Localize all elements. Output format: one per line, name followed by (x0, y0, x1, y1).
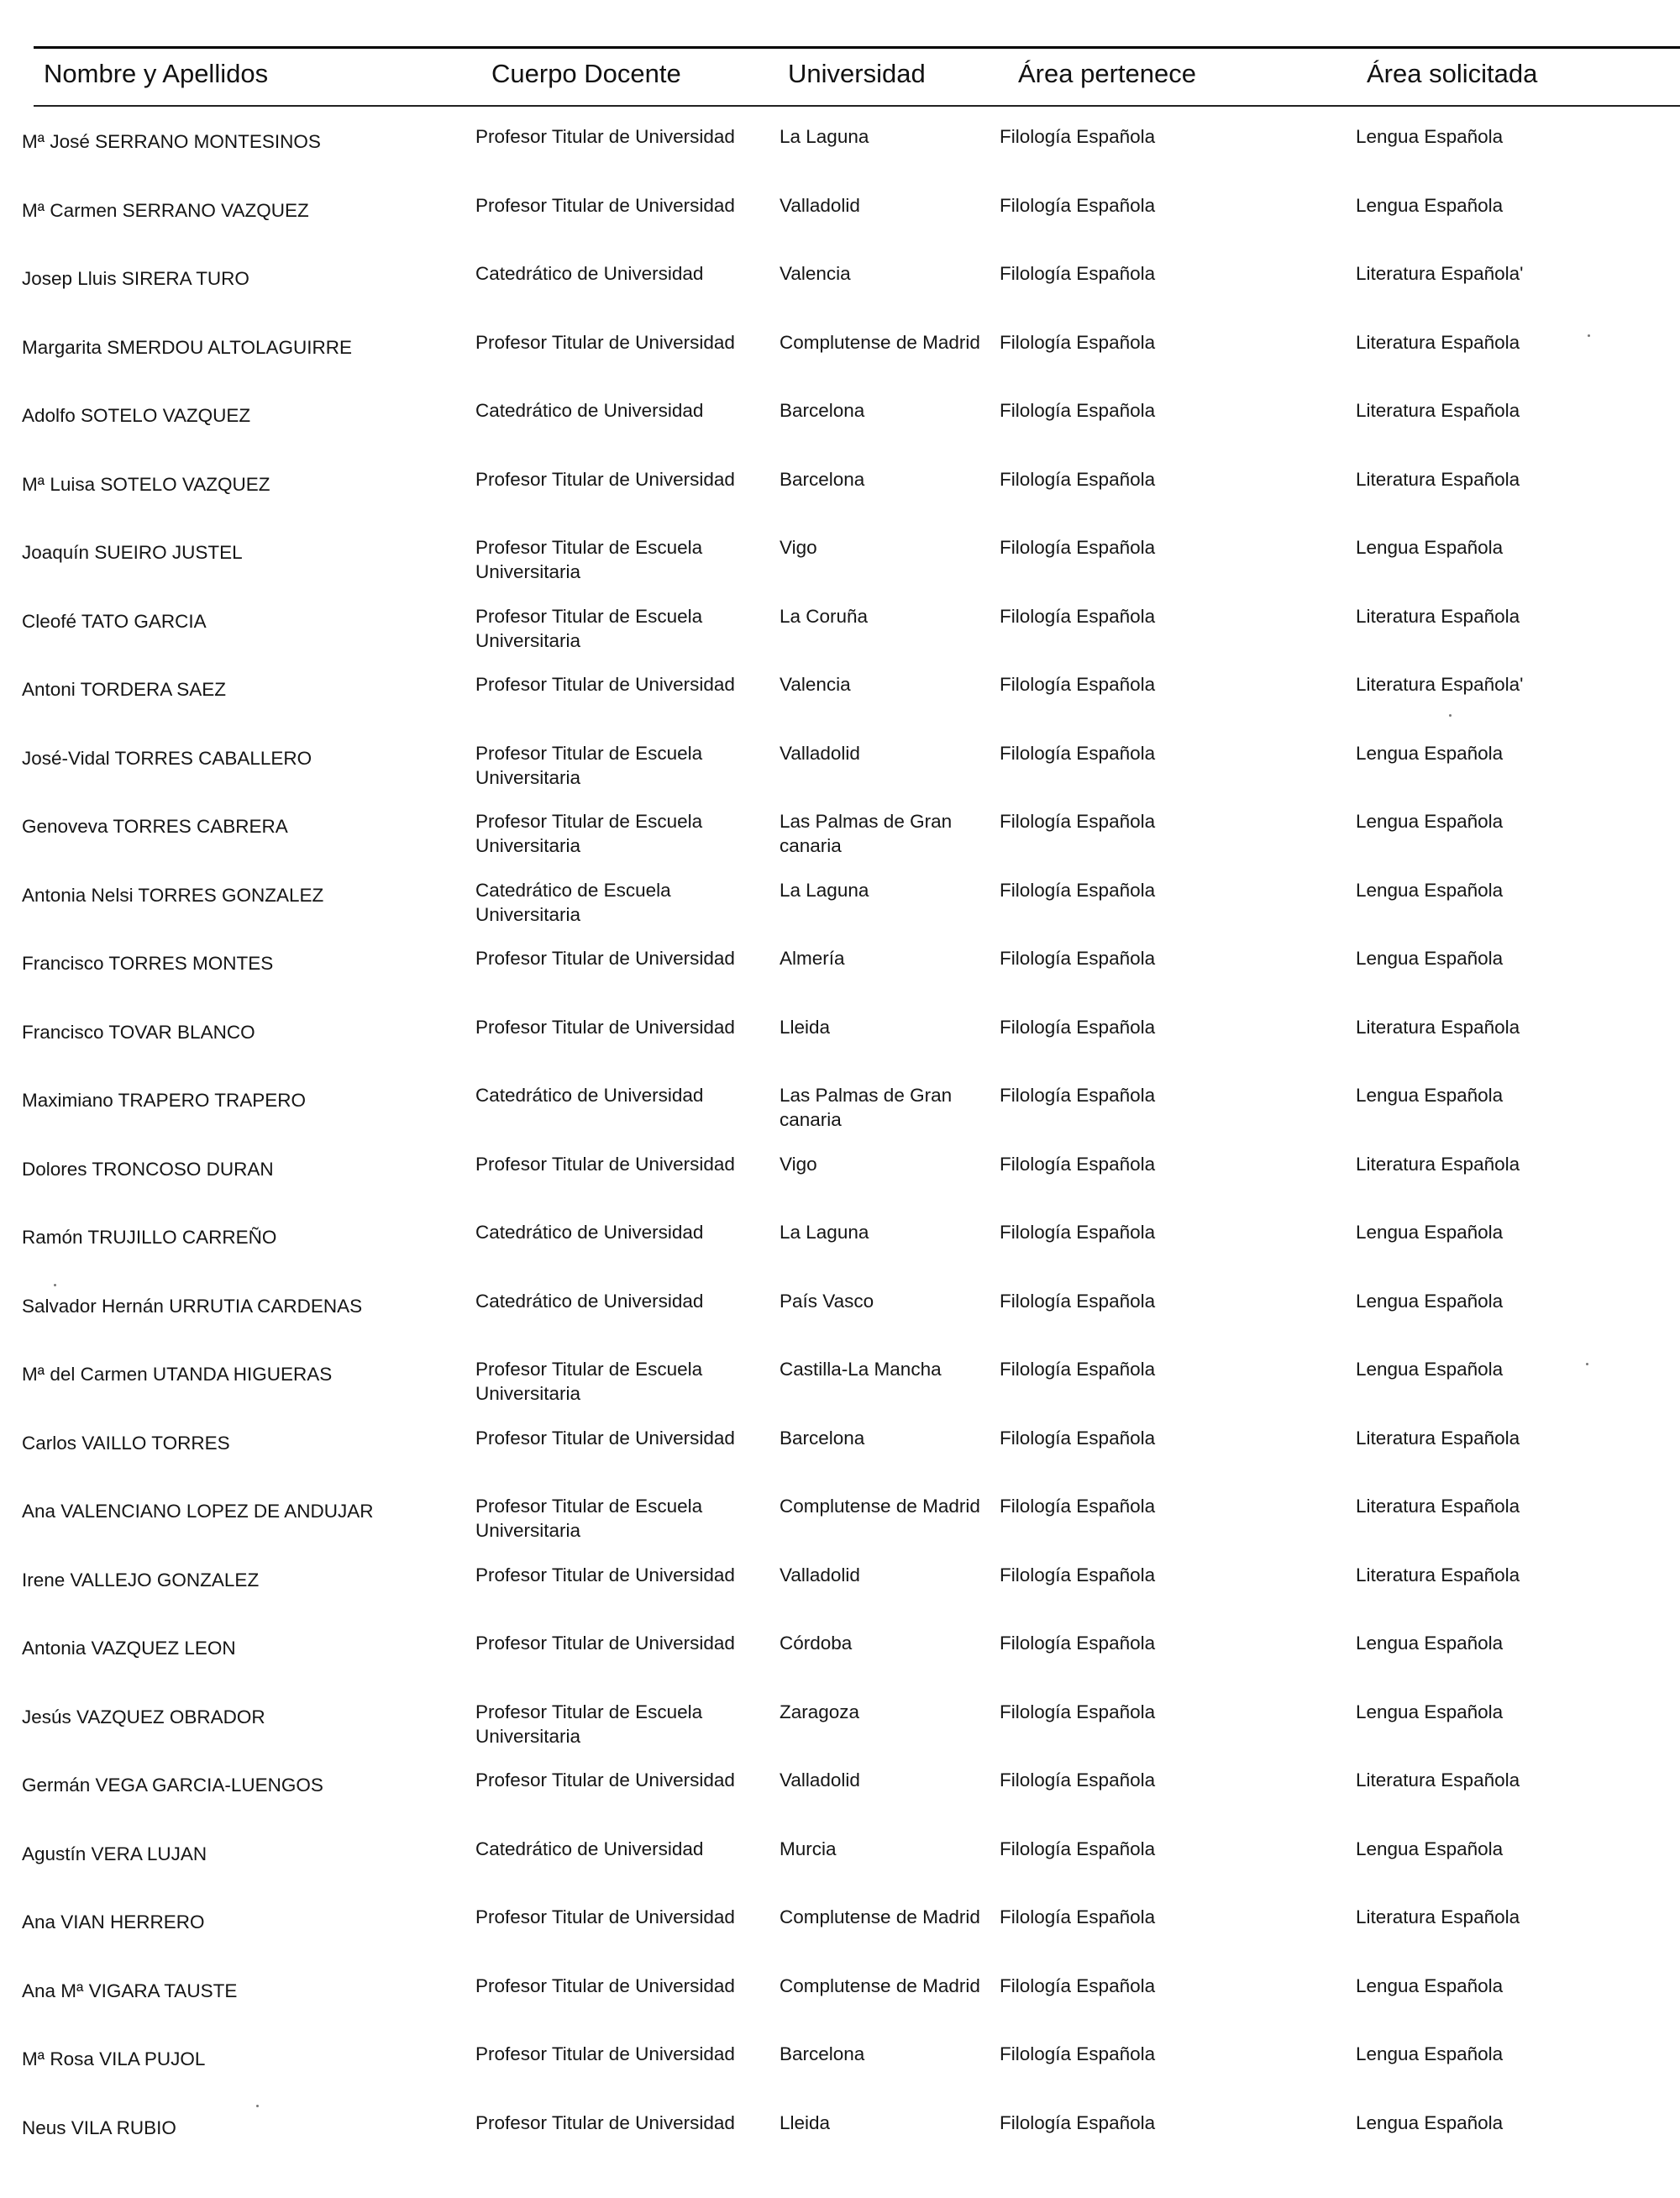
header-name: Nombre y Apellidos (44, 59, 269, 88)
table-row (0, 118, 1680, 187)
cell-body: Catedrático de Universidad (475, 1290, 704, 1312)
cell-university: Zaragoza (780, 1701, 860, 1722)
cell-area-current: Filología Española (1000, 1427, 1156, 1449)
cell-body: Profesor Titular de Universidad (475, 1016, 735, 1038)
cell-area-current: Filología Española (1000, 1564, 1156, 1585)
cell-area-current: Filología Española (1000, 605, 1156, 627)
cell-body: Profesor Titular de Escuela Universitaria (475, 1359, 703, 1404)
cell-body: Profesor Titular de Universidad (475, 1975, 735, 1996)
table-row (0, 1213, 1680, 1282)
cell-university: Murcia (780, 1838, 837, 1859)
cell-body: Profesor Titular de Universidad (475, 674, 735, 695)
cell-body: Profesor Titular de Universidad (475, 1153, 735, 1175)
cell-body: Profesor Titular de Escuela Universitaria (475, 1496, 703, 1541)
table-row (0, 734, 1680, 803)
header-university: Universidad (788, 59, 926, 88)
table-row (0, 460, 1680, 529)
cell-area-requested: Lengua Española (1356, 879, 1504, 901)
cell-area-current: Filología Española (1000, 879, 1156, 901)
cell-area-current: Filología Española (1000, 674, 1156, 695)
cell-area-requested: Literatura Española (1356, 1564, 1520, 1585)
cell-area-requested: Literatura Española (1356, 1496, 1520, 1517)
cell-name: Ana VIAN HERRERO (22, 1911, 205, 1932)
cell-area-requested: Literatura Española' (1356, 263, 1524, 284)
cell-body: Profesor Titular de Escuela Universitaria (475, 742, 703, 788)
cell-university: Las Palmas de Gran canaria (780, 811, 953, 856)
table-row (0, 1008, 1680, 1077)
cell-body: Catedrático de Universidad (475, 1085, 704, 1106)
cell-area-requested: Lengua Española (1356, 1975, 1504, 1996)
cell-body: Catedrático de Universidad (475, 1222, 704, 1243)
cell-area-current: Filología Española (1000, 1701, 1156, 1722)
cell-name: Agustín VERA LUJAN (22, 1843, 207, 1864)
cell-name: Jesús VAZQUEZ OBRADOR (22, 1706, 265, 1727)
scan-speck (1449, 714, 1452, 717)
cell-body: Catedrático de Universidad (475, 1838, 704, 1859)
table-body (0, 118, 1680, 2172)
cell-area-current: Filología Española (1000, 1290, 1156, 1312)
cell-area-current: Filología Española (1000, 537, 1156, 558)
cell-name: José-Vidal TORRES CABALLERO (22, 747, 312, 769)
cell-area-current: Filología Española (1000, 1633, 1156, 1654)
cell-area-requested: Lengua Española (1356, 1633, 1504, 1654)
cell-body: Profesor Titular de Universidad (475, 1633, 735, 1654)
cell-body: Profesor Titular de Universidad (475, 2111, 735, 2133)
cell-university: Valladolid (780, 742, 860, 764)
table-row (0, 187, 1680, 255)
cell-university: Vigo (780, 537, 817, 558)
cell-area-current: Filología Española (1000, 1975, 1156, 1996)
cell-area-requested: Lengua Española (1356, 1290, 1504, 1312)
table-row (0, 1830, 1680, 1899)
cell-area-requested: Literatura Española (1356, 331, 1520, 353)
cell-name: Antonia VAZQUEZ LEON (22, 1638, 236, 1659)
cell-university: Almería (780, 948, 845, 969)
cell-area-requested: Lengua Española (1356, 1838, 1504, 1859)
scan-speck (256, 2105, 259, 2107)
cell-area-current: Filología Española (1000, 126, 1156, 147)
cell-body: Catedrático de Universidad (475, 400, 704, 421)
cell-area-current: Filología Española (1000, 1838, 1156, 1859)
cell-body: Profesor Titular de Universidad (475, 2043, 735, 2064)
cell-area-current: Filología Española (1000, 400, 1156, 421)
table-row (0, 1898, 1680, 1967)
cell-area-current: Filología Española (1000, 1359, 1156, 1380)
cell-name: Ramón TRUJILLO CARREÑO (22, 1227, 277, 1248)
cell-name: Maximiano TRAPERO TRAPERO (22, 1090, 307, 1111)
table-row (0, 1282, 1680, 1351)
cell-area-current: Filología Española (1000, 1153, 1156, 1175)
cell-university: Barcelona (780, 2043, 865, 2064)
cell-name: Dolores TRONCOSO DURAN (22, 1158, 274, 1180)
cell-area-current: Filología Española (1000, 948, 1156, 969)
table-row (0, 665, 1680, 734)
table-row (0, 1487, 1680, 1556)
table-row (0, 1624, 1680, 1693)
cell-name: Antoni TORDERA SAEZ (22, 679, 227, 700)
table-row (0, 528, 1680, 597)
cell-university: Complutense de Madrid (780, 1906, 980, 1927)
cell-name: Adolfo SOTELO VAZQUEZ (22, 405, 251, 426)
cell-area-requested: Lengua Española (1356, 742, 1504, 764)
cell-body: Profesor Titular de Universidad (475, 1906, 735, 1927)
table-row (0, 597, 1680, 666)
table-row (0, 939, 1680, 1008)
cell-university: País Vasco (780, 1290, 874, 1312)
cell-university: Valladolid (780, 1564, 860, 1585)
cell-area-current: Filología Española (1000, 331, 1156, 353)
cell-area-requested: Literatura Española (1356, 1906, 1520, 1927)
cell-area-requested: Literatura Española (1356, 468, 1520, 490)
cell-university: Córdoba (780, 1633, 853, 1654)
cell-area-requested: Lengua Española (1356, 537, 1504, 558)
table-row (0, 1076, 1680, 1145)
cell-university: La Laguna (780, 879, 869, 901)
cell-area-requested: Lengua Española (1356, 948, 1504, 969)
cell-area-requested: Lengua Española (1356, 2043, 1504, 2064)
cell-body: Profesor Titular de Universidad (475, 126, 735, 147)
cell-university: Valencia (780, 263, 851, 284)
cell-area-requested: Literatura Española (1356, 400, 1520, 421)
cell-name: Genoveva TORRES CABRERA (22, 816, 288, 837)
cell-body: Profesor Titular de Escuela Universitaria (475, 605, 703, 651)
cell-area-current: Filología Española (1000, 1085, 1156, 1106)
cell-body: Profesor Titular de Universidad (475, 948, 735, 969)
cell-area-requested: Lengua Española (1356, 1701, 1504, 1722)
table-row (0, 802, 1680, 871)
cell-body: Catedrático de Escuela Universitaria (475, 879, 671, 925)
header-area-requested: Área solicitada (1367, 59, 1538, 88)
cell-name: Mª José SERRANO MONTESINOS (22, 131, 321, 152)
cell-area-requested: Literatura Española' (1356, 674, 1524, 695)
cell-name: Mª del Carmen UTANDA HIGUERAS (22, 1364, 333, 1385)
cell-university: Castilla-La Mancha (780, 1359, 942, 1380)
table-row (0, 1693, 1680, 1762)
cell-university: Complutense de Madrid (780, 331, 980, 353)
cell-name: Mª Rosa VILA PUJOL (22, 2048, 206, 2069)
cell-university: Vigo (780, 1153, 817, 1175)
cell-name: Francisco TOVAR BLANCO (22, 1021, 255, 1043)
cell-body: Catedrático de Universidad (475, 263, 704, 284)
header-area-current: Área pertenece (1018, 59, 1196, 88)
table-row (0, 392, 1680, 460)
table-row (0, 1145, 1680, 1214)
cell-name: Irene VALLEJO GONZALEZ (22, 1569, 260, 1591)
cell-university: Valladolid (780, 194, 860, 216)
scan-speck (1588, 334, 1590, 337)
header-top-rule (34, 46, 1680, 49)
cell-name: Mª Luisa SOTELO VAZQUEZ (22, 473, 270, 495)
table-row (0, 255, 1680, 323)
cell-name: Margarita SMERDOU ALTOLAGUIRRE (22, 336, 353, 358)
table-row (0, 1556, 1680, 1625)
table-row (0, 1350, 1680, 1419)
cell-university: Complutense de Madrid (780, 1975, 980, 1996)
cell-name: Antonia Nelsi TORRES GONZALEZ (22, 884, 324, 906)
cell-name: Mª Carmen SERRANO VAZQUEZ (22, 199, 309, 221)
cell-university: Valladolid (780, 1769, 860, 1790)
cell-area-requested: Lengua Española (1356, 126, 1504, 147)
cell-area-current: Filología Española (1000, 1496, 1156, 1517)
cell-area-requested: Literatura Española (1356, 1153, 1520, 1175)
cell-university: Barcelona (780, 400, 865, 421)
scan-speck (54, 1284, 56, 1286)
cell-area-requested: Lengua Española (1356, 811, 1504, 832)
cell-body: Profesor Titular de Escuela Universitaria (475, 537, 703, 582)
header-body: Cuerpo Docente (491, 59, 681, 88)
cell-area-current: Filología Española (1000, 1222, 1156, 1243)
cell-body: Profesor Titular de Universidad (475, 194, 735, 216)
cell-name: Joaquín SUEIRO JUSTEL (22, 542, 243, 563)
cell-name: Josep Lluis SIRERA TURO (22, 268, 249, 289)
cell-name: Salvador Hernán URRUTIA CARDENAS (22, 1295, 363, 1317)
cell-name: Francisco TORRES MONTES (22, 953, 274, 974)
cell-university: Valencia (780, 674, 851, 695)
cell-area-current: Filología Española (1000, 1906, 1156, 1927)
cell-area-current: Filología Española (1000, 742, 1156, 764)
cell-area-requested: Literatura Española (1356, 1016, 1520, 1038)
cell-name: Ana Mª VIGARA TAUSTE (22, 1980, 238, 2001)
cell-area-current: Filología Española (1000, 2111, 1156, 2133)
table-row (0, 1761, 1680, 1830)
cell-name: Ana VALENCIANO LOPEZ DE ANDUJAR (22, 1501, 374, 1522)
cell-area-requested: Literatura Española (1356, 1769, 1520, 1790)
cell-area-current: Filología Española (1000, 1016, 1156, 1038)
cell-university: Complutense de Madrid (780, 1496, 980, 1517)
cell-university: Lleida (780, 1016, 831, 1038)
cell-university: La Laguna (780, 126, 869, 147)
cell-area-requested: Literatura Española (1356, 1427, 1520, 1449)
cell-university: Barcelona (780, 1427, 865, 1449)
cell-body: Profesor Titular de Universidad (475, 468, 735, 490)
cell-area-requested: Lengua Española (1356, 2111, 1504, 2133)
cell-body: Profesor Titular de Universidad (475, 1769, 735, 1790)
cell-body: Profesor Titular de Universidad (475, 1427, 735, 1449)
cell-name: Cleofé TATO GARCIA (22, 610, 207, 632)
table-row (0, 2035, 1680, 2104)
cell-area-requested: Lengua Española (1356, 1359, 1504, 1380)
cell-university: Barcelona (780, 468, 865, 490)
scan-speck (1586, 1363, 1588, 1365)
cell-body: Profesor Titular de Universidad (475, 331, 735, 353)
table-row (0, 1967, 1680, 2036)
cell-area-current: Filología Española (1000, 2043, 1156, 2064)
cell-university: Lleida (780, 2111, 831, 2133)
cell-university: La Coruña (780, 605, 869, 627)
cell-area-current: Filología Española (1000, 263, 1156, 284)
cell-university: La Laguna (780, 1222, 869, 1243)
cell-university: Las Palmas de Gran canaria (780, 1085, 953, 1130)
cell-area-current: Filología Española (1000, 194, 1156, 216)
header-bottom-rule (34, 105, 1680, 107)
cell-body: Profesor Titular de Escuela Universitaria (475, 811, 703, 856)
cell-body: Profesor Titular de Escuela Universitaria (475, 1701, 703, 1747)
cell-area-requested: Literatura Española (1356, 605, 1520, 627)
cell-name: Carlos VAILLO TORRES (22, 1432, 230, 1454)
cell-area-requested: Lengua Española (1356, 1085, 1504, 1106)
cell-area-current: Filología Española (1000, 811, 1156, 832)
cell-area-current: Filología Española (1000, 468, 1156, 490)
cell-name: Germán VEGA GARCIA-LUENGOS (22, 1775, 323, 1796)
table-row (0, 323, 1680, 392)
cell-name: Neus VILA RUBIO (22, 2116, 176, 2138)
cell-area-current: Filología Española (1000, 1769, 1156, 1790)
cell-area-requested: Lengua Española (1356, 1222, 1504, 1243)
cell-body: Profesor Titular de Universidad (475, 1564, 735, 1585)
table-row (0, 2104, 1680, 2173)
table-row (0, 871, 1680, 940)
table-row (0, 1419, 1680, 1488)
cell-area-requested: Lengua Española (1356, 194, 1504, 216)
